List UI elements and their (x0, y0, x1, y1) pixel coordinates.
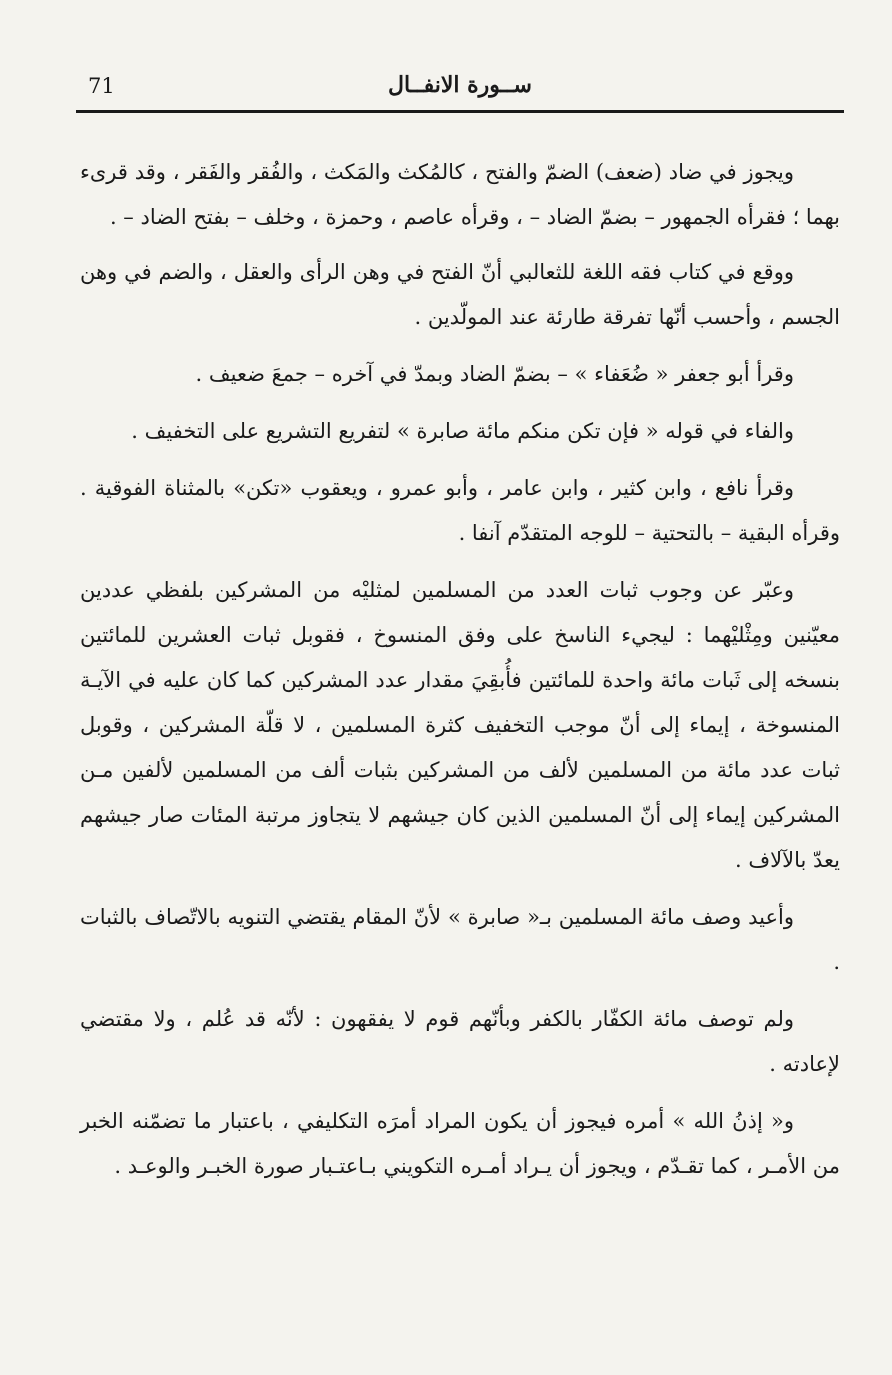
paragraph: ويجوز في ضاد (ضعف) الضمّ والفتح ، كالمُكث والمَكث ، والفُقر والفَقر ، وقد قرىء بهما ؛ فقرأه الجمهور – بضمّ الضاد – ، وقرأه عاصم ، وحمزة ، وخلف – بفتح الضاد – . (80, 160, 840, 229)
page-header (80, 70, 840, 110)
paragraph: وعبّر عن وجوب ثبات العدد من المسلمين لمثليْه من المشركين بلفظي عددين معيّنين ومِثْليْهما : ليجيء الناسخ على وفق المنسوخ ، فقوبل ثبات العشرين للمائتين بنسخه إلى ثَبات مائة واحدة للمائتين فأُبقِيَ مقدار عدد المشركين كما كان عليه في الآيـة المنسوخة ، إيماء إلى أنّ موجب التخفيف كثرة المسلمين ، لا قلّة المشركين ، وقوبل ثبات عدد مائة من المسلمين لألف من المشركين بثبات ألف من المسلمين لألفين مـن المشركين إيماء إلى أنّ المسلمين الذين كان جيشهم لا يتجاوز مرتبة المئات صار جيشهم يعدّ بالآلاف . (80, 578, 840, 872)
surah-title: ســورة الانفــال (388, 72, 532, 98)
paragraph: ولم توصف مائة الكفّار بالكفر وبأنّهم قوم لا يفقهون : لأنّه قد عُلم ، ولا مقتضي لإعادته . (80, 1007, 840, 1076)
paragraph: و« إذنُ الله » أمره فيجوز أن يكون المراد أمرَه التكليفي ، باعتبار ما تضمّنه الخبر من الأمـر ، كما تقـدّم ، ويجوز أن يـراد أمـره التكويني بـاعتـبار صورة الخبـر والوعـد . (80, 1109, 840, 1178)
body-text (80, 150, 840, 1201)
paragraph: وقرأ أبو جعفر « ضُعَفاء » – بضمّ الضاد وبمدّ في آخره – جمعَ ضعيف . (195, 362, 794, 386)
page-number: 71 (88, 74, 115, 98)
paragraph: وقرأ نافع ، وابن كثير ، وابن عامر ، وأبو عمرو ، ويعقوب «تكن» بالمثناة الفوقية . وقرأه البقية – بالتحتية – للوجه المتقدّم آنفا . (80, 476, 840, 545)
paragraph: والفاء في قوله « فإن تكن منكم مائة صابرة » لتفريع التشريع على التخفيف . (131, 419, 794, 443)
paragraph: وأعيد وصف مائة المسلمين بـ« صابرة » لأنّ المقام يقتضي التنويه بالاتّصاف بالثبات . (80, 905, 840, 974)
paragraph: ووقع في كتاب فقه اللغة للثعالبي أنّ الفتح في وهن الرأى والعقل ، والضم في وهن الجسم ، وأحسب أنّها تفرقة طارئة عند المولّدين . (80, 260, 840, 329)
header-divider (76, 110, 844, 113)
